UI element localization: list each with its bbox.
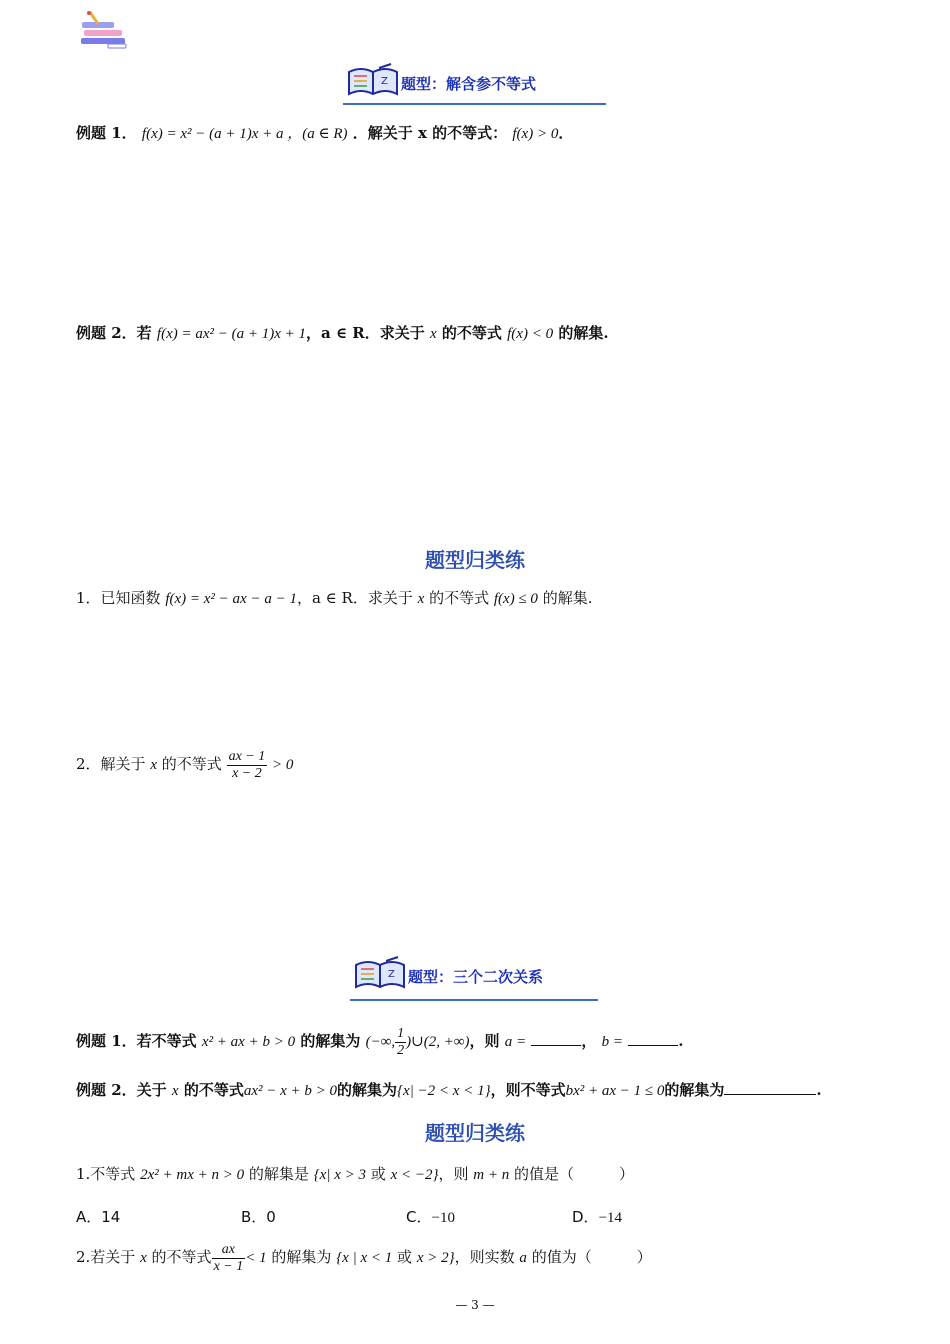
s2-example-2 [76,1080,822,1101]
ex-text: 的解集为 [337,1081,398,1099]
ex-fraction [395,1026,406,1059]
fraction-numerator: ax − 1 [228,748,266,764]
answer-blank-b[interactable] [628,1031,678,1046]
p1-question-1 [76,588,593,609]
fraction-denominator: 2 [397,1042,405,1058]
ex-text: 的解集为 [664,1081,725,1099]
p2-question-2 [76,1238,652,1277]
ex-variable: x [171,1083,179,1099]
svg-text:Z: Z [381,76,388,87]
q-expression: m + n [473,1167,510,1183]
q-text: 的值为（ ） [531,1248,652,1266]
section-2-underline [350,999,598,1001]
ex-label: 例题 2．若 [76,324,152,342]
q-or: 或 [397,1248,413,1266]
ex-inequality: f(x) > 0 [512,126,559,142]
fraction-denominator: x − 2 [232,765,262,781]
ex-end: . [678,1032,684,1050]
ex-variable: x [429,326,437,342]
ex-variable-a: a = [504,1034,527,1050]
p2-question-1 [76,1164,634,1185]
section-header-2 [350,955,600,1001]
q-text: ，则 [438,1165,469,1183]
answer-blank[interactable] [724,1080,816,1095]
q-label: 1.不等式 [76,1165,136,1183]
q-variable-a: a [519,1250,527,1266]
ex-solution-set: {x| −2 < x < 1} [397,1083,491,1099]
q-set-part-2: x < −2} [390,1167,439,1183]
q-fraction [227,749,268,782]
q-variable: x [140,1250,147,1266]
option-a[interactable]: A．14 [76,1208,121,1226]
q-end: 的解集. [542,589,593,607]
q-text: 的解集为 [271,1248,332,1266]
ex-formula: ax² − x + b > 0 [243,1083,338,1099]
q-text: ，则实数 [454,1248,515,1266]
option-b[interactable]: B．0 [241,1208,276,1226]
ex-text: ，a ∈ R．求关于 [306,324,425,342]
q-inequality: f(x) ≤ 0 [493,591,538,607]
ex-formula: f(x) = x² − (a + 1)x + a ，(a ∈ R) [141,126,348,142]
ex-end: ． [558,124,574,142]
ex-text: 的解集为 [300,1032,361,1050]
ex-text: ，则不等式 [490,1081,566,1099]
q-label: 2.若关于 [76,1248,136,1266]
q-set-part-1: {x| x > 3 [313,1167,366,1183]
q-text: 的不等式 [429,589,490,607]
option-c[interactable] [406,1206,455,1227]
s1-example-1 [76,123,573,144]
section-1-underline [343,103,606,105]
section-1-label: 题型：解含参不等式 [401,75,537,93]
ex-label: 例题 1．若不等式 [76,1032,197,1050]
practice-title-2: 题型归类练 [425,1121,525,1145]
q-variable: x [417,591,425,607]
q-label: 2．解关于 [76,755,146,773]
fraction-denominator: x − 1 [213,1258,244,1274]
ex-interval-right: )∪(2, +∞) [406,1034,470,1050]
option-d[interactable] [572,1206,622,1227]
answer-blank-a[interactable] [531,1031,581,1046]
ex-text: ， [581,1032,597,1050]
section-2-label: 题型：三个二次关系 [408,968,544,986]
svg-text:Z: Z [388,969,395,980]
option-d-label: D． [572,1208,599,1226]
ex-text: ，则 [469,1032,500,1050]
q-formula: 2x² + mx + n > 0 [140,1167,245,1183]
q-set-part-1: {x | x < 1 [336,1250,393,1266]
page-number: — 3 — [455,1298,495,1312]
practice-title-1: 题型归类练 [425,548,525,572]
q-or: 或 [370,1165,386,1183]
fraction-numerator: ax [212,1242,246,1259]
ex-end: 的解集. [558,324,609,342]
s2-example-1 [76,1022,683,1061]
option-d-value: −14 [598,1210,623,1226]
ex-text: ．解关于 x 的不等式： [352,124,508,142]
q-variable: x [150,757,157,773]
ex-formula-2: bx² + ax − 1 ≤ 0 [565,1083,665,1099]
ex-label: 例题 1． [76,124,137,142]
q-fraction [212,1242,246,1275]
q-inequality: > 0 [272,757,294,773]
ex-interval-left: (−∞, [365,1034,396,1050]
ex-label: 例题 2．关于 [76,1081,167,1099]
ex-text: 的不等式 [183,1081,244,1099]
s1-example-2 [76,323,609,344]
q-formula: f(x) = x² − ax − a − 1 [165,591,297,607]
q-set-part-2: x > 2} [416,1250,455,1266]
p1-question-2 [76,745,293,784]
option-c-value: −10 [431,1210,455,1226]
q-text: 的解集是 [248,1165,309,1183]
books-logo-icon [78,10,130,50]
q-text: 的值是（ ） [514,1165,635,1183]
ex-formula: x² + ax + b > 0 [201,1034,296,1050]
open-book-icon [345,62,401,104]
ex-variable-b: b = [601,1034,623,1050]
q-inequality: < 1 [245,1250,267,1266]
ex-text: 的不等式 [441,324,502,342]
section-header-1 [343,62,608,108]
open-book-icon [352,955,408,997]
q-text: 的不等式 [151,1248,212,1266]
ex-end: . [816,1081,822,1099]
ex-formula: f(x) = ax² − (a + 1)x + 1 [156,326,307,342]
q-text: 的不等式 [161,755,222,773]
option-c-label: C． [406,1208,432,1226]
ex-inequality: f(x) < 0 [507,326,554,342]
q-text: ，a ∈ R．求关于 [296,589,413,607]
fraction-numerator: 1 [397,1025,405,1041]
q-label: 1．已知函数 [76,589,161,607]
